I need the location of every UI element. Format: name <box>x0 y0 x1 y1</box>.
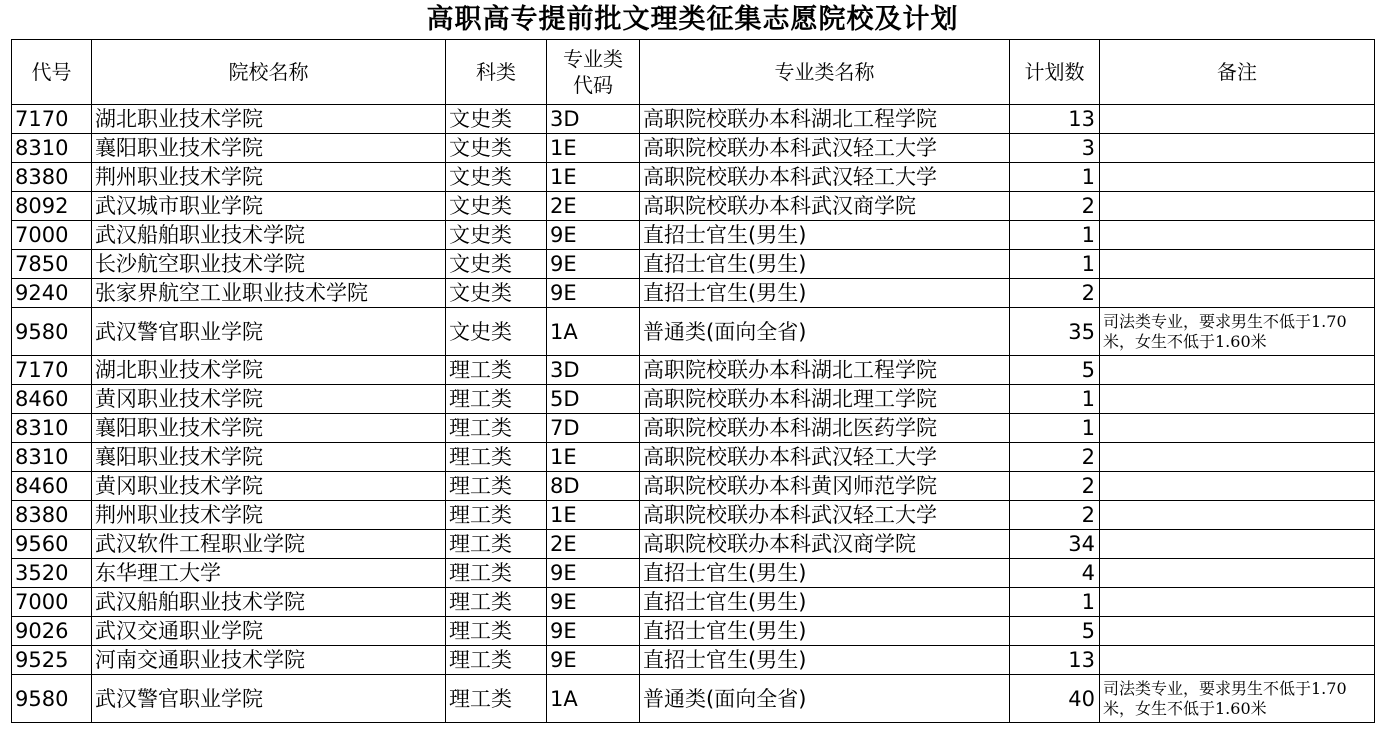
cell-major-name: 普通类(面向全省) <box>640 675 1010 723</box>
cell-major-name: 直招士官生(男生) <box>640 588 1010 617</box>
header-category: 科类 <box>446 40 547 105</box>
cell-school-name: 襄阳职业技术学院 <box>92 134 446 163</box>
header-note: 备注 <box>1100 40 1375 105</box>
cell-note <box>1100 414 1375 443</box>
cell-category: 理工类 <box>446 646 547 675</box>
cell-major-name: 高职院校联办本科武汉轻工大学 <box>640 501 1010 530</box>
cell-category: 理工类 <box>446 588 547 617</box>
cell-category: 文史类 <box>446 192 547 221</box>
cell-code: 8092 <box>12 192 92 221</box>
cell-plan-count: 1 <box>1010 588 1100 617</box>
header-school-name: 院校名称 <box>92 40 446 105</box>
cell-school-name: 武汉警官职业学院 <box>92 675 446 723</box>
cell-school-name: 武汉船舶职业技术学院 <box>92 588 446 617</box>
table-row <box>12 675 1375 723</box>
document-title: 高职高专提前批文理类征集志愿院校及计划 <box>426 4 959 35</box>
cell-major-code: 1E <box>547 163 640 192</box>
cell-major-code: 7D <box>547 414 640 443</box>
header-major-name: 专业类名称 <box>640 40 1010 105</box>
table-row <box>12 192 1375 221</box>
table-row <box>12 308 1375 356</box>
cell-school-name: 黄冈职业技术学院 <box>92 472 446 501</box>
cell-code: 3520 <box>12 559 92 588</box>
cell-major-code: 1E <box>547 501 640 530</box>
cell-plan-count: 2 <box>1010 501 1100 530</box>
cell-code: 8460 <box>12 385 92 414</box>
table-row <box>12 559 1375 588</box>
cell-major-name: 直招士官生(男生) <box>640 250 1010 279</box>
cell-note <box>1100 501 1375 530</box>
cell-code: 8310 <box>12 134 92 163</box>
cell-category: 理工类 <box>446 559 547 588</box>
cell-major-code: 9E <box>547 588 640 617</box>
cell-code: 7170 <box>12 105 92 134</box>
table-row <box>12 530 1375 559</box>
cell-major-code: 9E <box>547 250 640 279</box>
cell-code: 8380 <box>12 501 92 530</box>
table-row <box>12 163 1375 192</box>
cell-category: 文史类 <box>446 221 547 250</box>
cell-note <box>1100 472 1375 501</box>
table-row <box>12 134 1375 163</box>
cell-major-code: 9E <box>547 221 640 250</box>
table-row <box>12 472 1375 501</box>
table-row <box>12 501 1375 530</box>
cell-note <box>1100 221 1375 250</box>
cell-major-name: 普通类(面向全省) <box>640 308 1010 356</box>
cell-code: 9240 <box>12 279 92 308</box>
cell-plan-count: 35 <box>1010 308 1100 356</box>
cell-note <box>1100 163 1375 192</box>
cell-category: 理工类 <box>446 414 547 443</box>
cell-major-name: 直招士官生(男生) <box>640 559 1010 588</box>
cell-school-name: 武汉船舶职业技术学院 <box>92 221 446 250</box>
cell-major-name: 直招士官生(男生) <box>640 221 1010 250</box>
table-header-row <box>12 40 1375 105</box>
cell-school-name: 东华理工大学 <box>92 559 446 588</box>
cell-major-name: 直招士官生(男生) <box>640 617 1010 646</box>
cell-category: 理工类 <box>446 356 547 385</box>
cell-plan-count: 34 <box>1010 530 1100 559</box>
cell-note: 司法类专业，要求男生不低于1.70米，女生不低于1.60米 <box>1100 308 1375 356</box>
cell-note <box>1100 443 1375 472</box>
table-row <box>12 617 1375 646</box>
cell-plan-count: 40 <box>1010 675 1100 723</box>
cell-category: 文史类 <box>446 308 547 356</box>
cell-major-name: 高职院校联办本科武汉轻工大学 <box>640 163 1010 192</box>
table-row <box>12 279 1375 308</box>
cell-major-code: 2E <box>547 530 640 559</box>
cell-major-code: 9E <box>547 279 640 308</box>
cell-note: 司法类专业，要求男生不低于1.70米，女生不低于1.60米 <box>1100 675 1375 723</box>
cell-major-name: 高职院校联办本科武汉轻工大学 <box>640 134 1010 163</box>
cell-plan-count: 1 <box>1010 250 1100 279</box>
cell-plan-count: 1 <box>1010 385 1100 414</box>
cell-note <box>1100 250 1375 279</box>
cell-note <box>1100 646 1375 675</box>
cell-plan-count: 1 <box>1010 221 1100 250</box>
cell-code: 8310 <box>12 414 92 443</box>
cell-major-code: 9E <box>547 559 640 588</box>
cell-major-name: 直招士官生(男生) <box>640 279 1010 308</box>
table-row <box>12 588 1375 617</box>
cell-category: 文史类 <box>446 250 547 279</box>
cell-school-name: 黄冈职业技术学院 <box>92 385 446 414</box>
cell-category: 理工类 <box>446 617 547 646</box>
cell-category: 理工类 <box>446 385 547 414</box>
cell-plan-count: 1 <box>1010 163 1100 192</box>
cell-category: 文史类 <box>446 279 547 308</box>
cell-category: 文史类 <box>446 105 547 134</box>
cell-major-name: 高职院校联办本科武汉商学院 <box>640 192 1010 221</box>
cell-major-name: 高职院校联办本科湖北医药学院 <box>640 414 1010 443</box>
cell-school-name: 湖北职业技术学院 <box>92 105 446 134</box>
cell-category: 理工类 <box>446 675 547 723</box>
cell-major-code: 1A <box>547 308 640 356</box>
cell-code: 9026 <box>12 617 92 646</box>
cell-school-name: 武汉交通职业学院 <box>92 617 446 646</box>
cell-major-code: 9E <box>547 646 640 675</box>
cell-school-name: 襄阳职业技术学院 <box>92 443 446 472</box>
cell-plan-count: 3 <box>1010 134 1100 163</box>
cell-note <box>1100 192 1375 221</box>
cell-plan-count: 13 <box>1010 105 1100 134</box>
cell-major-code: 1E <box>547 134 640 163</box>
cell-note <box>1100 588 1375 617</box>
cell-school-name: 荆州职业技术学院 <box>92 163 446 192</box>
cell-plan-count: 5 <box>1010 356 1100 385</box>
cell-plan-count: 5 <box>1010 617 1100 646</box>
cell-code: 8460 <box>12 472 92 501</box>
cell-code: 9580 <box>12 675 92 723</box>
cell-major-code: 5D <box>547 385 640 414</box>
cell-note <box>1100 356 1375 385</box>
cell-major-name: 高职院校联办本科湖北理工学院 <box>640 385 1010 414</box>
cell-code: 7850 <box>12 250 92 279</box>
header-major-code-label: 专业类代码 <box>563 47 623 97</box>
cell-code: 9525 <box>12 646 92 675</box>
cell-plan-count: 2 <box>1010 192 1100 221</box>
cell-plan-count: 2 <box>1010 472 1100 501</box>
cell-note <box>1100 385 1375 414</box>
cell-category: 理工类 <box>446 443 547 472</box>
cell-category: 理工类 <box>446 472 547 501</box>
cell-category: 文史类 <box>446 163 547 192</box>
cell-category: 理工类 <box>446 530 547 559</box>
cell-major-name: 高职院校联办本科湖北工程学院 <box>640 356 1010 385</box>
cell-school-name: 河南交通职业技术学院 <box>92 646 446 675</box>
table-row <box>12 414 1375 443</box>
header-code: 代号 <box>12 40 92 105</box>
cell-note <box>1100 530 1375 559</box>
header-plan-count: 计划数 <box>1010 40 1100 105</box>
table-row <box>12 105 1375 134</box>
cell-note <box>1100 279 1375 308</box>
cell-school-name: 荆州职业技术学院 <box>92 501 446 530</box>
table-row <box>12 646 1375 675</box>
cell-code: 8380 <box>12 163 92 192</box>
cell-major-code: 1A <box>547 675 640 723</box>
cell-category: 文史类 <box>446 134 547 163</box>
cell-major-code: 1E <box>547 443 640 472</box>
cell-major-name: 高职院校联办本科武汉商学院 <box>640 530 1010 559</box>
cell-plan-count: 2 <box>1010 443 1100 472</box>
cell-major-code: 3D <box>547 105 640 134</box>
cell-school-name: 武汉警官职业学院 <box>92 308 446 356</box>
cell-major-code: 9E <box>547 617 640 646</box>
table-row <box>12 250 1375 279</box>
cell-school-name: 武汉软件工程职业学院 <box>92 530 446 559</box>
cell-code: 9560 <box>12 530 92 559</box>
cell-code: 8310 <box>12 443 92 472</box>
cell-major-name: 直招士官生(男生) <box>640 646 1010 675</box>
cell-major-code: 2E <box>547 192 640 221</box>
cell-code: 7170 <box>12 356 92 385</box>
cell-code: 7000 <box>12 588 92 617</box>
cell-plan-count: 1 <box>1010 414 1100 443</box>
cell-note <box>1100 617 1375 646</box>
table-body <box>12 105 1375 723</box>
cell-major-code: 3D <box>547 356 640 385</box>
cell-school-name: 襄阳职业技术学院 <box>92 414 446 443</box>
admission-plan-table <box>11 39 1375 723</box>
cell-major-code: 8D <box>547 472 640 501</box>
cell-code: 7000 <box>12 221 92 250</box>
cell-plan-count: 2 <box>1010 279 1100 308</box>
header-major-code <box>547 40 640 105</box>
cell-school-name: 长沙航空职业技术学院 <box>92 250 446 279</box>
cell-note <box>1100 105 1375 134</box>
table-row <box>12 356 1375 385</box>
table-row <box>12 385 1375 414</box>
cell-plan-count: 4 <box>1010 559 1100 588</box>
cell-plan-count: 13 <box>1010 646 1100 675</box>
cell-major-name: 高职院校联办本科湖北工程学院 <box>640 105 1010 134</box>
cell-major-name: 高职院校联办本科武汉轻工大学 <box>640 443 1010 472</box>
cell-school-name: 武汉城市职业学院 <box>92 192 446 221</box>
cell-note <box>1100 559 1375 588</box>
table-row <box>12 221 1375 250</box>
table-row <box>12 443 1375 472</box>
cell-school-name: 湖北职业技术学院 <box>92 356 446 385</box>
cell-major-name: 高职院校联办本科黄冈师范学院 <box>640 472 1010 501</box>
cell-note <box>1100 134 1375 163</box>
cell-school-name: 张家界航空工业职业技术学院 <box>92 279 446 308</box>
cell-code: 9580 <box>12 308 92 356</box>
cell-category: 理工类 <box>446 501 547 530</box>
